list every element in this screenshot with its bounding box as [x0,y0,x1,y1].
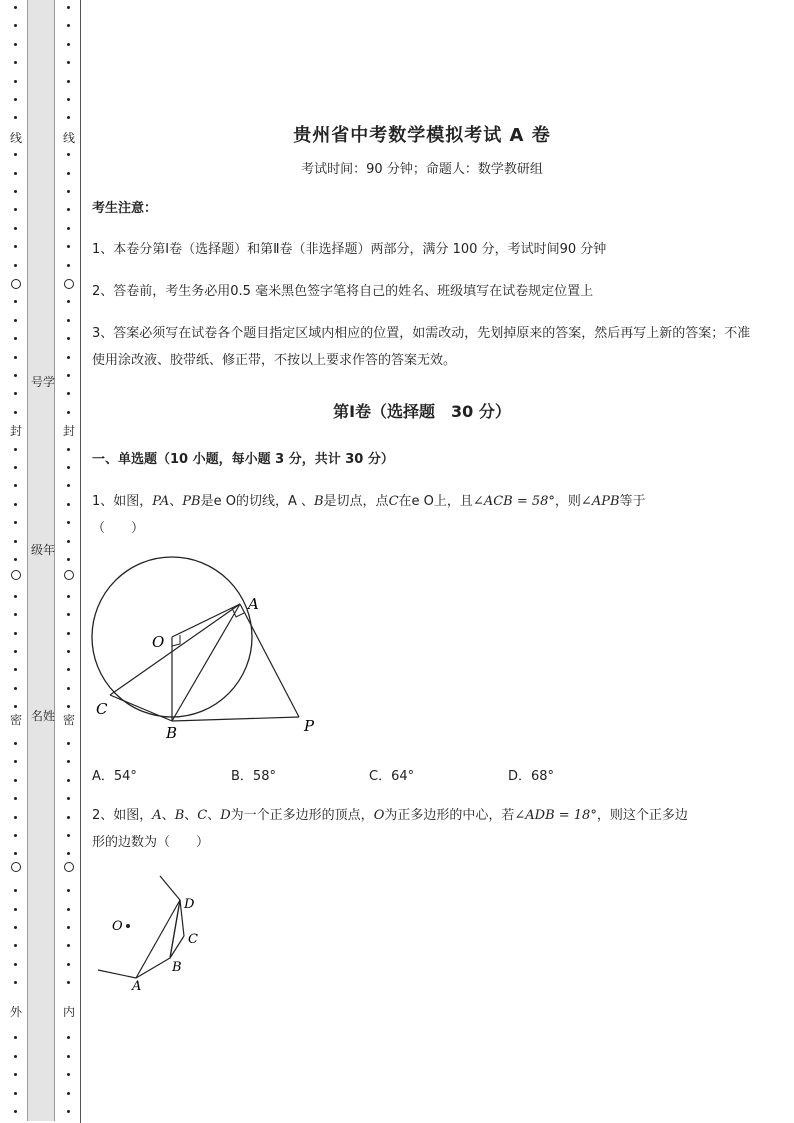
label-a: A [132,979,142,994]
binding-dot [67,816,70,819]
binding-dot [14,687,17,690]
question-2-text [92,802,752,856]
tangent-pb [172,717,299,721]
q2-text: 为一个正多边形的顶点， [230,808,374,823]
binding-dot [14,981,17,984]
q1-text: 上，且 [433,494,473,509]
inner-char-xian: 线 [62,131,75,145]
binding-dot [14,1036,17,1039]
q1-number: 1、如图， [92,494,153,509]
binding-dot [14,24,17,27]
q2-text: 、 [207,808,221,823]
binding-dot [67,153,70,156]
inner-char-mi: 密 [62,713,75,727]
q2-math-b: B [174,808,185,823]
q1-math-angle-acb: ∠ACB = 58° [472,494,555,509]
binding-hole-circle [64,279,74,289]
binding-dot [14,80,17,83]
binding-dot [14,448,17,451]
binding-dot [67,503,70,506]
binding-dot [14,337,17,340]
binding-dot [14,392,17,395]
q1-text: ，则 [554,494,581,509]
binding-dot [67,687,70,690]
segment-ab [172,604,240,721]
label-b: B [166,724,178,742]
binding-dot [14,245,17,248]
binding-dot [67,632,70,635]
q1-option-c: C．64° [369,769,415,784]
binding-dot [14,944,17,947]
label-a: A [248,595,259,613]
binding-dot [67,245,70,248]
binding-dot [67,80,70,83]
outer-char-xian: 线 [9,131,22,145]
binding-dot [67,6,70,9]
q2-math-c: C [197,808,208,823]
binding-dot [14,319,17,322]
notice-item-3: 3、答案必须写在试卷各个题目指定区域内相应的位置，如需改动，先划掉原来的答案，然后再写上新的答案；不准使用涂改液、胶带纸、修正带，不按以上要求作答的答案无效。 [92,326,751,368]
binding-dot [67,24,70,27]
label-b: B [172,960,182,975]
binding-hole-circle [11,279,21,289]
binding-dot [14,1092,17,1095]
binding-dot [67,264,70,267]
q1-answer-blank: （ ） [92,521,145,536]
binding-dot [14,43,17,46]
part-one-title: 第Ⅰ卷（选择题 30 分） [333,402,511,421]
binding-dot [14,834,17,837]
binding-dot [67,411,70,414]
binding-dot [14,190,17,193]
binding-dot [67,1110,70,1113]
binding-dot [14,742,17,745]
section-heading: 一、单选题（10 小题，每小题 3 分，共计 30 分） [92,452,394,467]
notice-item-1: 1、本卷分第Ⅰ卷（选择题）和第Ⅱ卷（非选择题）两部分，满分 100 分，考试时间90 分钟 [92,242,607,257]
binding-dot [67,1073,70,1076]
binding-dot [14,227,17,230]
binding-dot [14,1073,17,1076]
binding-dot [14,705,17,708]
binding-dot [67,448,70,451]
segment-ca [110,604,240,695]
binding-dot [14,595,17,598]
binding-dot [67,779,70,782]
outer-char-feng: 封 [9,424,22,438]
binding-dot [14,98,17,101]
binding-dot [67,760,70,763]
binding-dot [67,540,70,543]
binding-dot [14,613,17,616]
binding-dot [67,889,70,892]
binding-dot [67,319,70,322]
q1-text: 是切点，点 [323,494,389,509]
binding-dot [14,908,17,911]
q2-math-a: A [152,808,162,823]
label-c: C [188,932,198,947]
q1-math-angle-apb: ∠APB [580,494,620,509]
binding-dot [67,356,70,359]
binding-dot [14,632,17,635]
binding-dot [14,926,17,929]
binding-dot [67,521,70,524]
binding-dot [14,6,17,9]
binding-dot [14,816,17,819]
outer-dotted-line [11,0,21,1123]
notice-heading: 考生注意： [92,201,158,216]
binding-dot [14,558,17,561]
q2-number: 2、如图， [92,808,153,823]
label-o: O [152,633,165,651]
binding-dot [14,521,17,524]
binding-hole-circle [64,570,74,580]
q1-math-b: B [313,494,324,509]
binding-dot [14,540,17,543]
q1-math-circle-o: e O [213,494,236,509]
inner-dotted-line [64,0,74,1123]
binding-dot [67,742,70,745]
binding-dot [14,963,17,966]
binding-dot [67,392,70,395]
binding-dot [67,705,70,708]
binding-dot [14,264,17,267]
binding-dot [67,834,70,837]
binding-dot [67,668,70,671]
q1-math-pb: PB [182,494,201,509]
binding-dot [14,466,17,469]
q2-text: 、 [161,808,175,823]
binding-dot [67,484,70,487]
q1-text: 等于 [619,494,646,509]
notice-item-2: 2、答卷前，考生务必用0.5 毫米黑色签字笔将自己的姓名、班级填写在试卷规定位置上 [92,284,594,299]
binding-dot [67,963,70,966]
binding-dot [67,558,70,561]
q1-math-c: C [388,494,399,509]
binding-dot [67,337,70,340]
name-label: 名姓 [30,709,55,723]
exam-subtitle: 考试时间：90 分钟；命题人：数学教研组 [301,162,543,177]
binding-dot [14,779,17,782]
center-point-o [126,924,130,928]
binding-hole-circle [11,570,21,580]
binding-dot [14,484,17,487]
inner-char-nei: 内 [62,1005,75,1019]
q1-option-a: A．54° [92,769,137,784]
binding-dot [67,374,70,377]
binding-dot [14,116,17,119]
binding-dot [14,1055,17,1058]
q1-math-pa: PA [152,494,170,509]
question-1-text [92,488,752,542]
binding-dot [14,356,17,359]
binding-dot [67,172,70,175]
binding-dot [67,1055,70,1058]
q1-option-d: D．68° [508,769,555,784]
binding-dot [14,760,17,763]
binding-dot [67,43,70,46]
binding-dot [14,852,17,855]
binding-dot [67,908,70,911]
binding-dot [67,98,70,101]
binding-hole-circle [64,862,74,872]
q2-text: ，则这个正多边 [596,808,688,823]
exam-title: 贵州省中考数学模拟考试 A 卷 [293,125,551,146]
q2-math-angle-adb: ∠ADB = 18° [514,808,597,823]
label-p: P [304,717,315,735]
binding-dot [67,116,70,119]
binding-dot [14,668,17,671]
segment-cb [110,695,172,721]
inner-char-feng: 封 [62,424,75,438]
q2-text: 、 [184,808,198,823]
binding-dot [67,208,70,211]
q2-polygon-figure [94,868,224,998]
polygon-edges [98,876,180,978]
outer-char-wai: 外 [9,1005,22,1019]
student-number-label: 号学 [30,375,55,389]
binding-dot [67,981,70,984]
q1-text: 的切线，A 、 [235,494,314,509]
binding-dot [14,172,17,175]
binding-dot [67,300,70,303]
q1-circle-tangent-figure [88,555,328,745]
binding-dot [67,466,70,469]
binding-dot [14,300,17,303]
binding-margin [0,0,82,1123]
binding-dot [67,190,70,193]
q2-text-line2: 形的边数为（ ） [92,835,210,850]
q1-text: 是 [200,494,214,509]
grade-label: 级年 [30,543,55,557]
binding-dot [67,944,70,947]
binding-dot [14,1110,17,1113]
binding-dot [14,374,17,377]
binding-strip [27,0,55,1121]
label-o: O [112,919,123,934]
binding-dot [67,595,70,598]
q2-math-d: D [220,808,231,823]
q2-math-o: O [373,808,385,823]
q2-text: 为正多边形的中心，若 [384,808,515,823]
binding-dot [14,61,17,64]
label-c: C [96,700,108,718]
binding-dot [67,1036,70,1039]
binding-dot [14,153,17,156]
binding-dot [67,852,70,855]
binding-dot [67,227,70,230]
binding-dot [67,797,70,800]
q1-math-circle-o: e O [411,494,434,509]
binding-dot [67,613,70,616]
margin-rule-line [80,0,81,1123]
binding-dot [14,889,17,892]
binding-dot [14,797,17,800]
binding-dot [67,1092,70,1095]
binding-dot [14,411,17,414]
q1-option-b: B．58° [231,769,276,784]
q1-text: 在 [398,494,412,509]
binding-dot [14,208,17,211]
binding-hole-circle [11,862,21,872]
binding-dot [67,926,70,929]
binding-dot [67,61,70,64]
binding-dot [67,650,70,653]
binding-dot [14,650,17,653]
outer-char-mi: 密 [9,713,22,727]
label-d: D [184,897,195,912]
q1-text: 、 [169,494,183,509]
binding-dot [14,503,17,506]
